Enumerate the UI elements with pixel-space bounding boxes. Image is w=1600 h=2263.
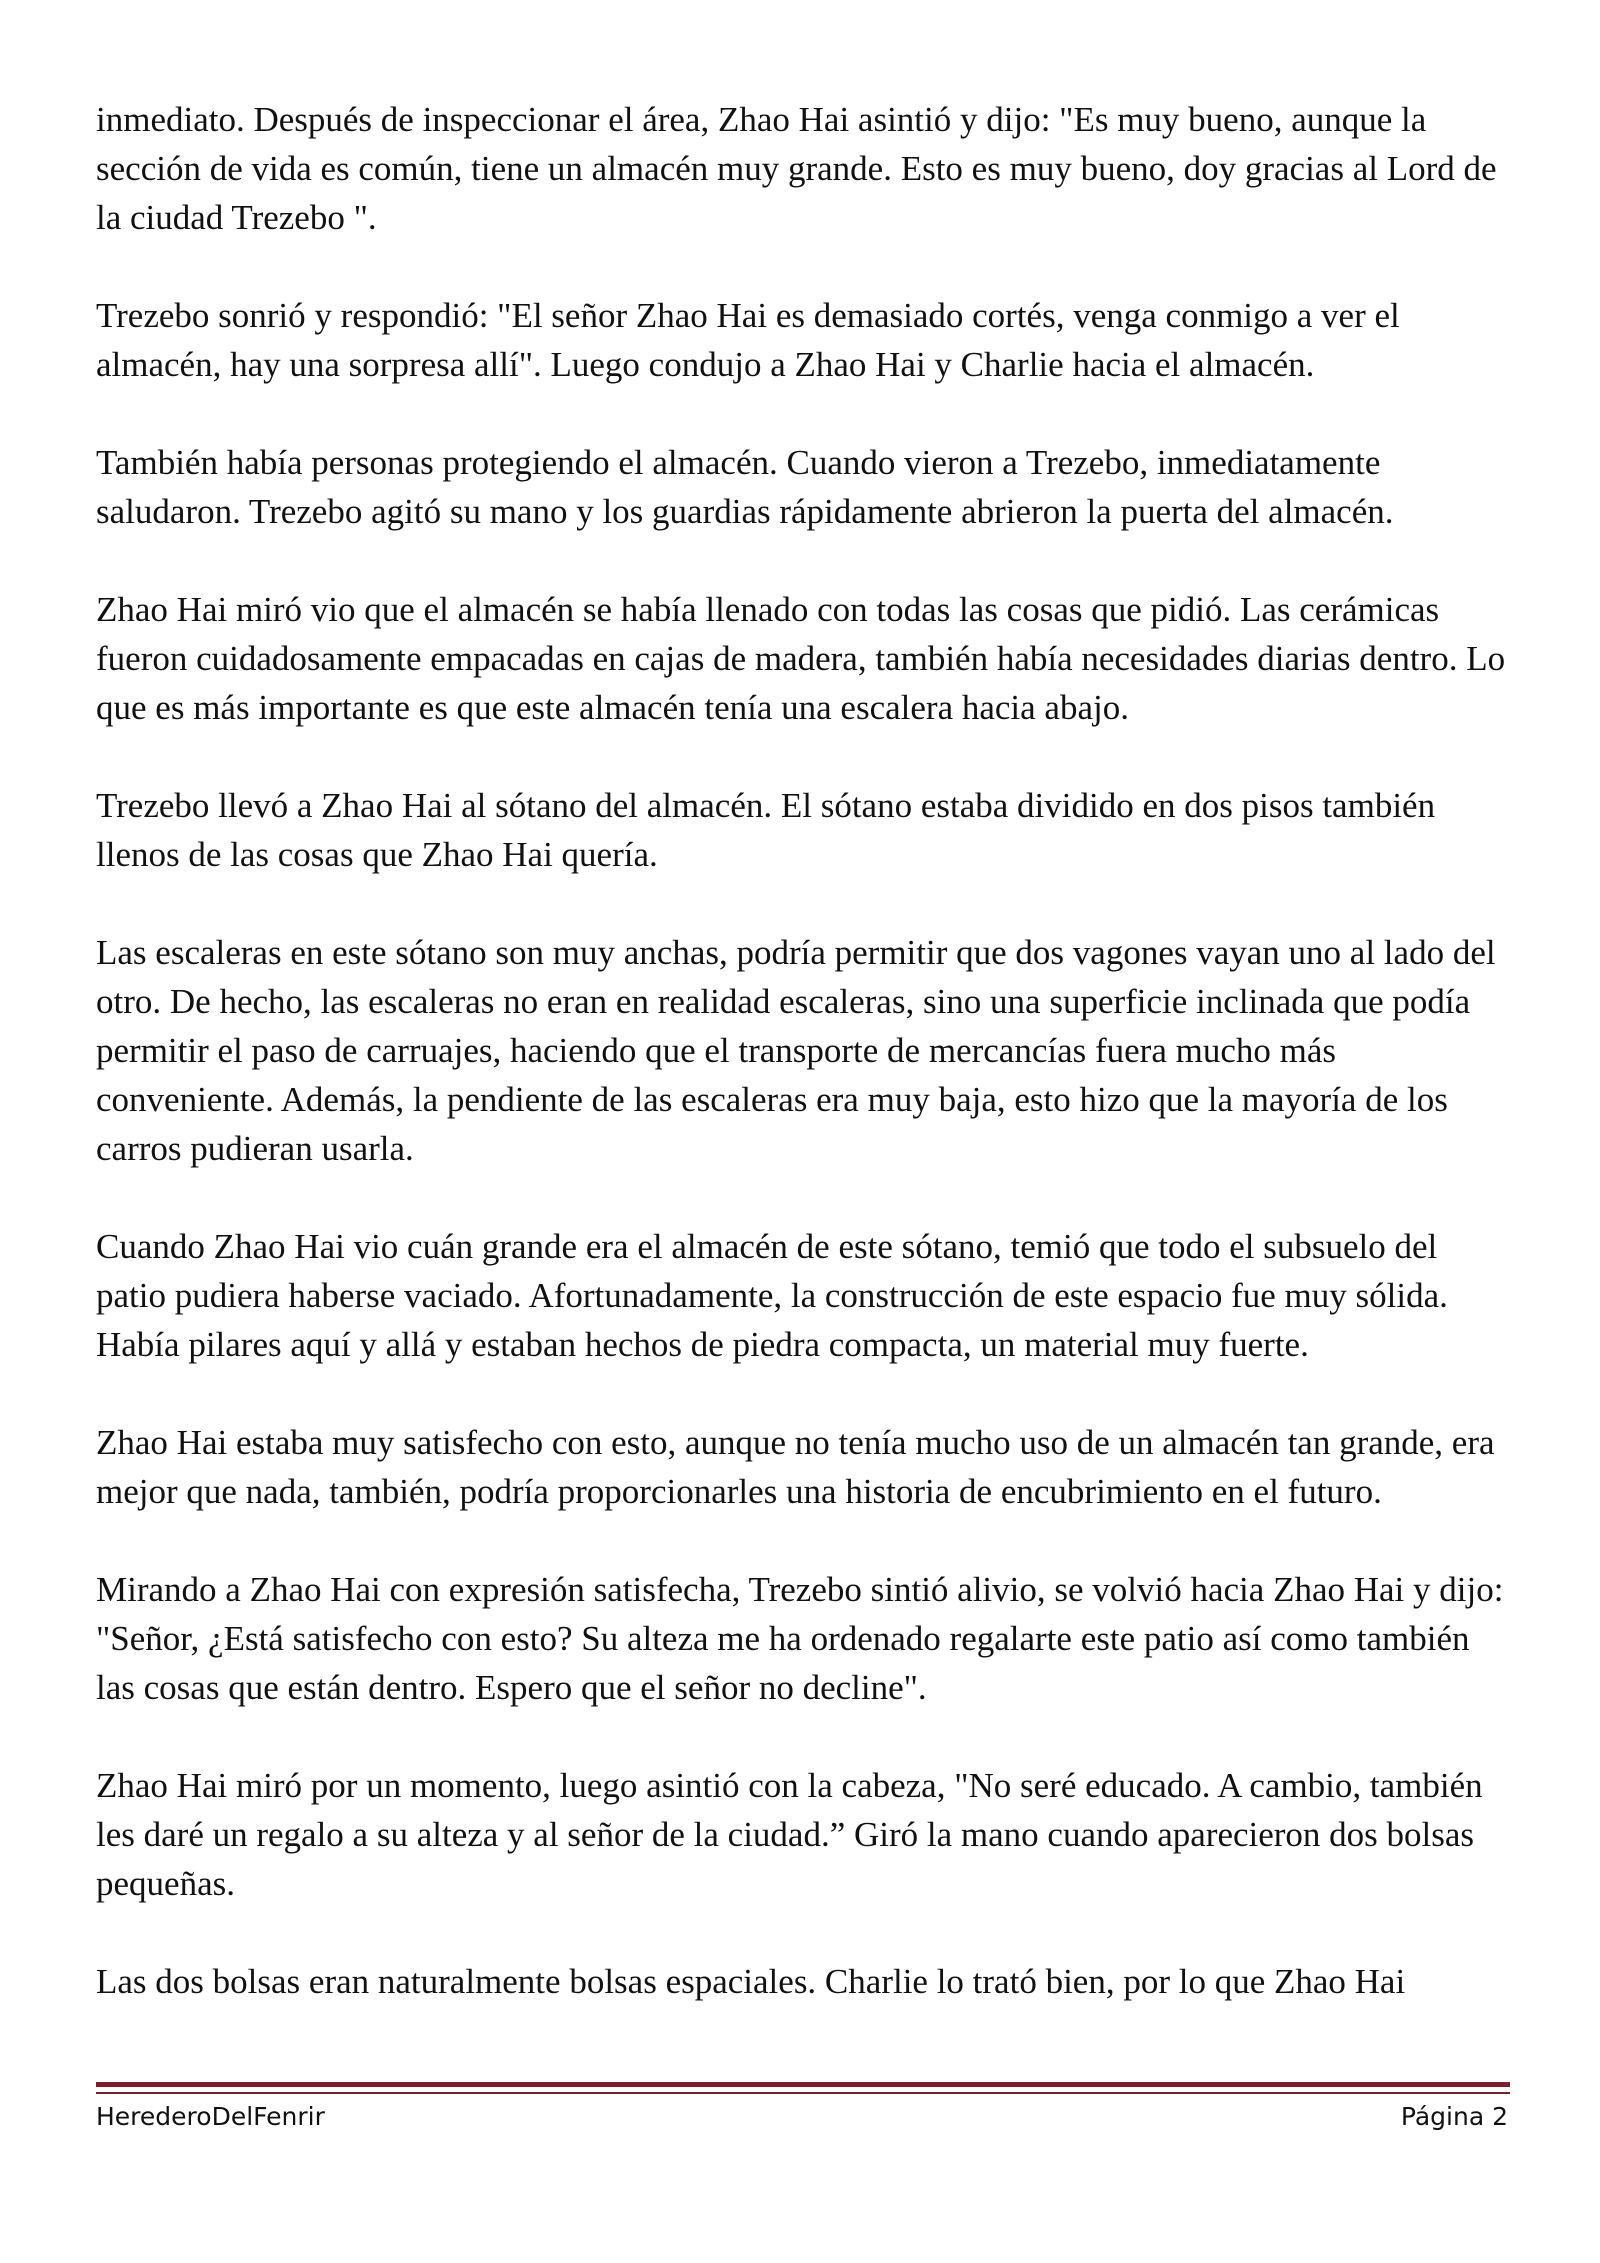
paragraph-1: inmediato. Después de inspeccionar el área, Zhao Hai asintió y dijo: "Es muy bueno, aunque la sección de vida es común, tiene un almacén muy grande. Esto es muy bueno, doy gracias al Lord de la ciudad Trezebo ".: [96, 100, 1497, 237]
paragraph-2: Trezebo sonrió y respondió: "El señor Zhao Hai es demasiado cortés, venga conmigo a ver el almacén, hay una sorpresa allí". Luego condujo a Zhao Hai y Charlie hacia el almacén.: [96, 296, 1400, 384]
footer-author: HerederoDelFenrir: [96, 2102, 325, 2131]
paragraph-3: También había personas protegiendo el almacén. Cuando vieron a Trezebo, inmediatamente saludaron. Trezebo agitó su mano y los guardias rápidamente abrieron la puerta del almacén.: [96, 443, 1394, 531]
paragraph-11: Las dos bolsas eran naturalmente bolsas espaciales. Charlie lo trató bien, por lo que Zhao Hai: [96, 1962, 1406, 2001]
paragraph-4: Zhao Hai miró vio que el almacén se había llenado con todas las cosas que pidió. Las cerámicas fueron cuidadosamente empacadas en cajas de madera, también había necesidades diarias dentro. Lo que es más importante es que este almacén tenía una escalera hacia abajo.: [96, 590, 1506, 727]
paragraph-5: Trezebo llevó a Zhao Hai al sótano del almacén. El sótano estaba dividido en dos pisos también llenos de las cosas que Zhao Hai quería.: [96, 786, 1436, 874]
body-text: [96, 95, 1506, 2055]
footer-rule-thick: [96, 2082, 1510, 2087]
paragraph-10: Zhao Hai miró por un momento, luego asintió con la cabeza, "No seré educado. A cambio, también les daré un regalo a su alteza y al señor de la ciudad.” Giró la mano cuando aparecieron dos bolsas pequeñas.: [96, 1766, 1483, 1903]
paragraph-7: Cuando Zhao Hai vio cuán grande era el almacén de este sótano, temió que todo el subsuelo del patio pudiera haberse vaciado. Afortunadamente, la construcción de este espacio fue muy sólida. Había pilares aquí y allá y estaban hechos de piedra compacta, un material muy fuerte.: [96, 1227, 1448, 1364]
paragraph-6: Las escaleras en este sótano son muy anchas, podría permitir que dos vagones vayan uno al lado del otro. De hecho, las escaleras no eran en realidad escaleras, sino una superficie inclinada que podía permitir el paso de carruajes, haciendo que el transporte de mercancías fuera mucho más conveniente. Además, la pendiente de las escaleras era muy baja, esto hizo que la mayoría de los carros pudieran usarla.: [96, 933, 1496, 1168]
footer-rule-thin: [96, 2092, 1510, 2094]
paragraph-8: Zhao Hai estaba muy satisfecho con esto, aunque no tenía mucho uso de un almacén tan grande, era mejor que nada, también, podría proporcionarles una historia de encubrimiento en el futuro.: [96, 1423, 1495, 1511]
paragraph-9: Mirando a Zhao Hai con expresión satisfecha, Trezebo sintió alivio, se volvió hacia Zhao Hai y dijo: "Señor, ¿Está satisfecho con esto? Su alteza me ha ordenado regalarte este patio así como también las cosas que están dentro. Espero que el señor no decline".: [96, 1570, 1504, 1707]
footer-page-number: Página 2: [1400, 2102, 1508, 2131]
